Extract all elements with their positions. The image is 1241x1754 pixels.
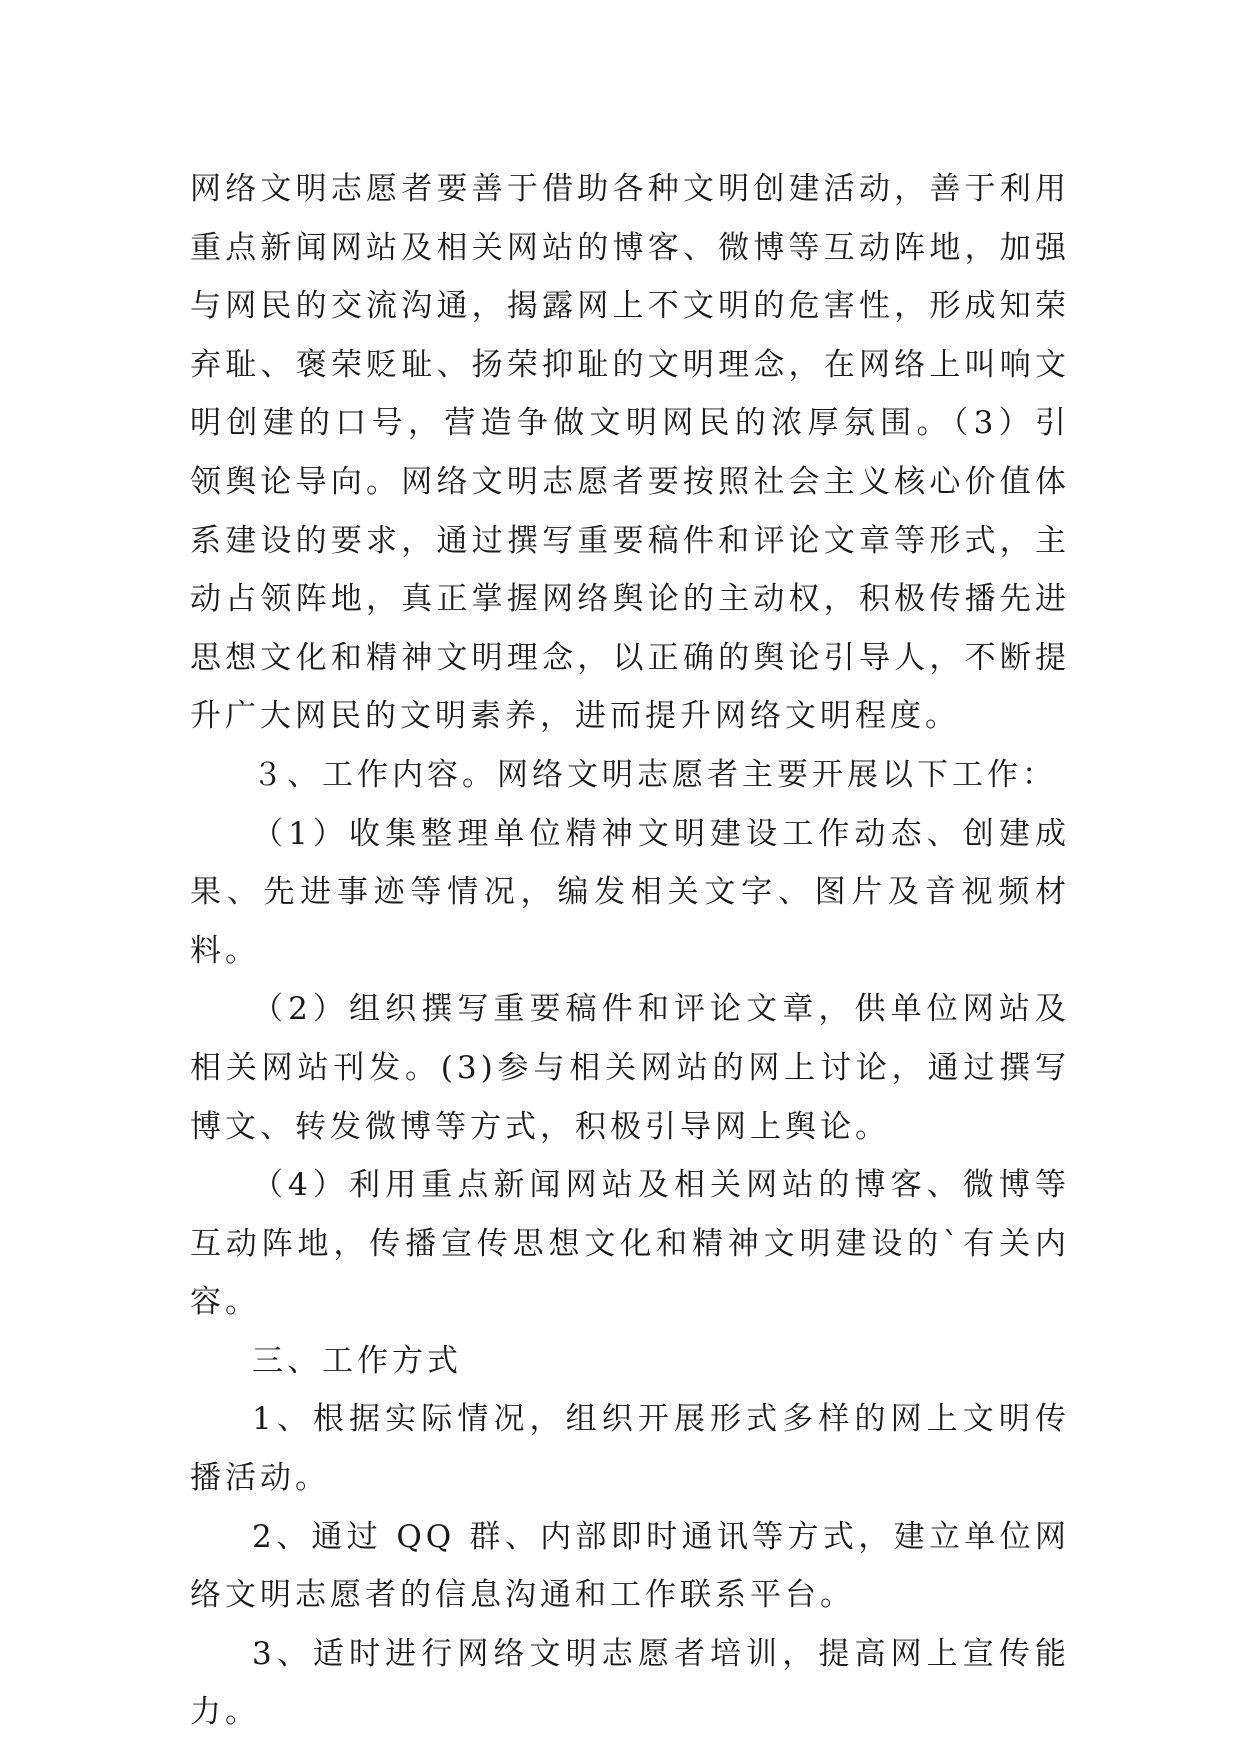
paragraph-5: （4）利用重点新闻网站及相关网站的博客、微博等互动阵地，传播宣传思想文化和精神文明建设的`有关内容。 [190, 1167, 1070, 1321]
paragraph-7: 1、根据实际情况，组织开展形式多样的网上文明传播活动。 [190, 1401, 1070, 1497]
paragraph-9: 3、适时进行网络文明志愿者培训，提高网上宣传能力。 [190, 1635, 1070, 1731]
paragraph-1: 网络文明志愿者要善于借助各种文明创建活动，善于利用重点新闻网站及相关网站的博客、微博等互动阵地，加强与网民的交流沟通，揭露网上不文明的危害性，形成知荣弃耻、褒荣贬耻、扬荣抑耻的文明理念，在网络上叫响文明创建的口号，营造争做文明网民的浓厚氛围。（3）引领舆论导向。网络文明志愿者要按照社会主义核心价值体系建设的要求，通过撰写重要稿件和评论文章等形式，主动占领阵地，真正掌握网络舆论的主动权，积极传播先进思想文化和精神文明理念，以正确的舆论引导人，不断提升广大网民的文明素养，进而提升网络文明程度。 [190, 171, 1070, 735]
paragraph-3: （1）收集整理单位精神文明建设工作动态、创建成果、先进事迹等情况，编发相关文字、图片及音视频材料。 [190, 815, 1070, 969]
paragraph-2: ３、工作内容。网络文明志愿者主要开展以下工作： [252, 756, 1057, 793]
section-heading-3: 三、工作方式 [252, 1342, 462, 1379]
document-body [190, 160, 1070, 1742]
paragraph-4: （2）组织撰写重要稿件和评论文章，供单位网站及相关网站刊发。(3)参与相关网站的网上讨论，通过撰写博文、转发微博等方式，积极引导网上舆论。 [190, 991, 1070, 1145]
paragraph-8: 2、通过 QQ 群、内部即时通讯等方式，建立单位网络文明志愿者的信息沟通和工作联系平台。 [190, 1518, 1070, 1614]
